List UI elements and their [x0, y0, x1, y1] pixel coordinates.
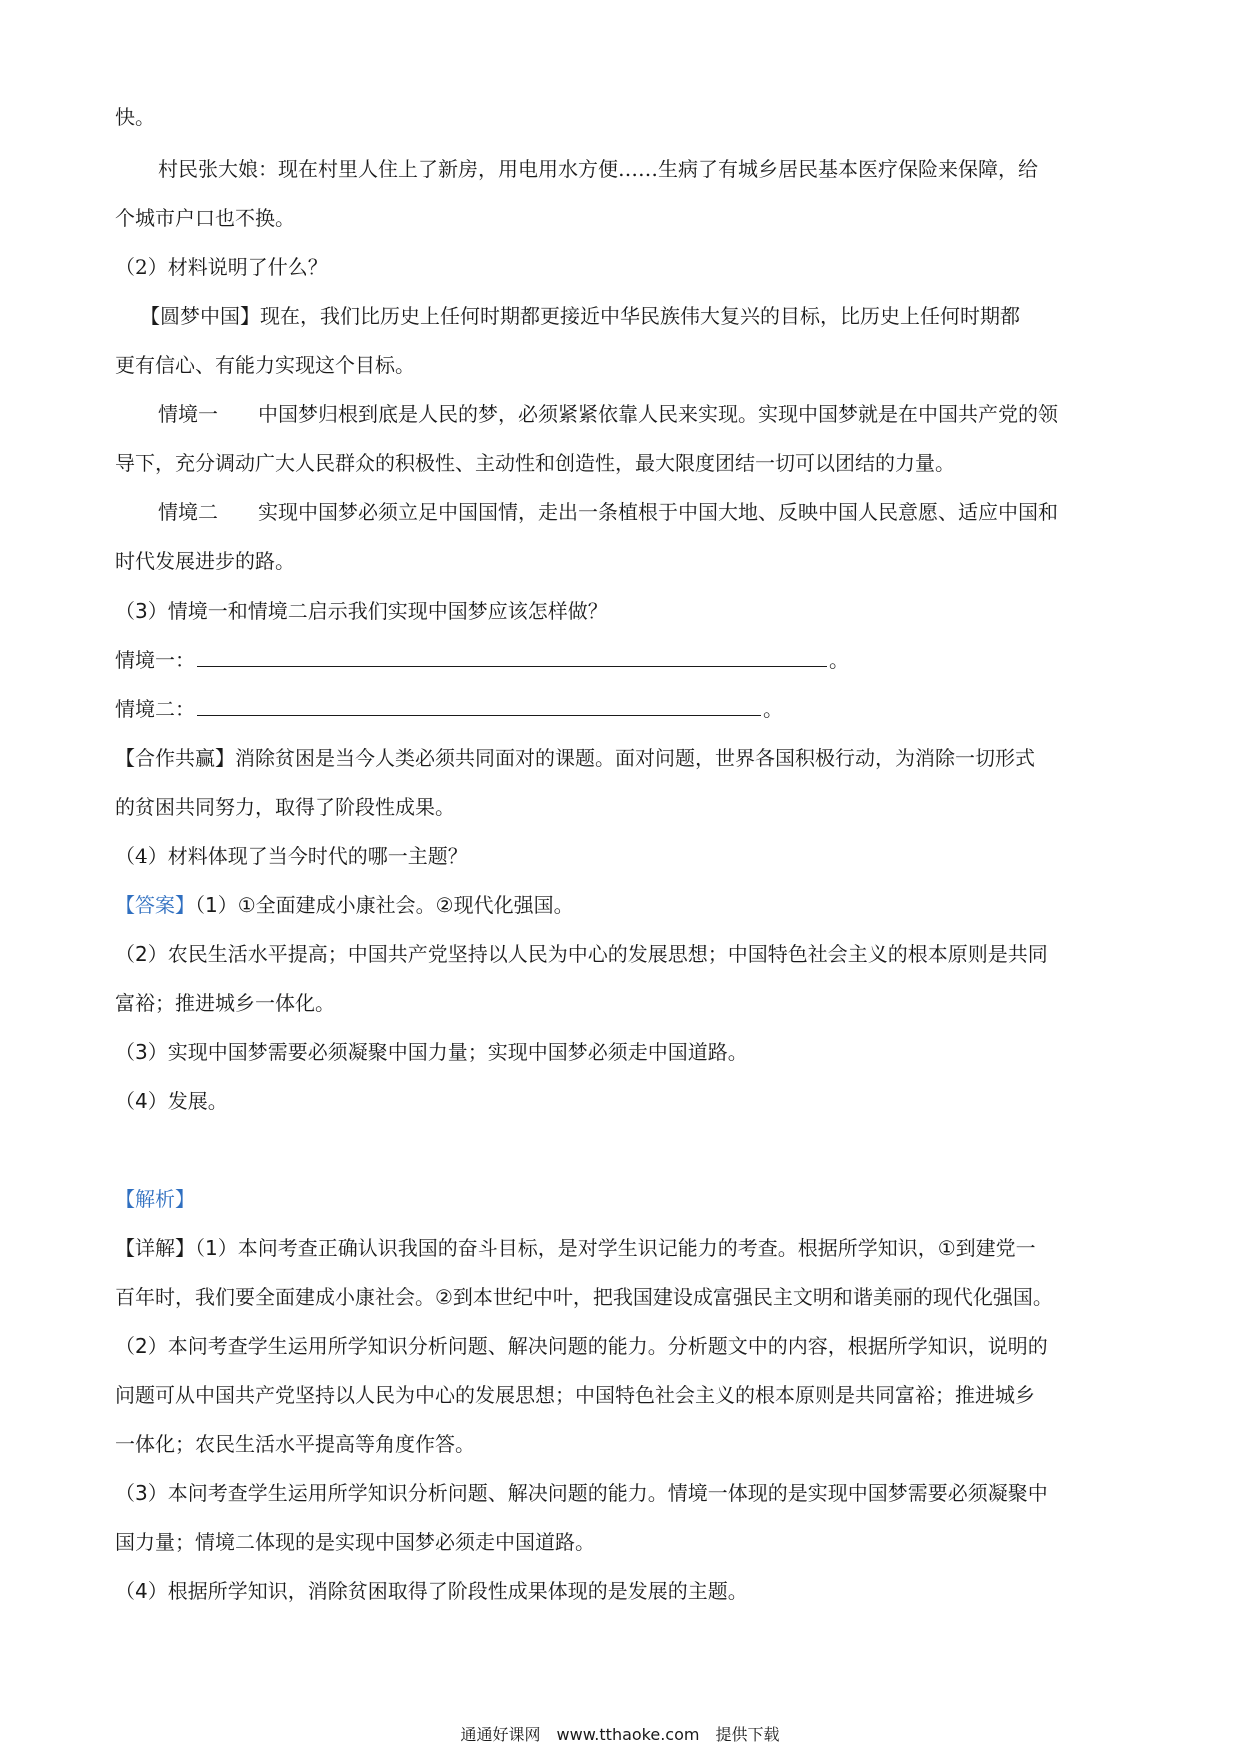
text-line: 【合作共赢】消除贫困是当今人类必须共同面对的课题。面对问题，世界各国积极行动，为消除一切形式 [115, 746, 1035, 770]
answer-tag: 【答案】 [115, 893, 195, 917]
text-line: 情境二 实现中国梦必须立足中国国情，走出一条植根于中国大地、反映中国人民意愿、适应中国和 [158, 500, 1058, 524]
question-3: （3）情境一和情境二启示我们实现中国梦应该怎样做？ [115, 599, 608, 623]
detail-line: 问题可从中国共产党坚持以人民为中心的发展思想；中国特色社会主义的根本原则是共同富裕；推进城乡 [115, 1383, 1035, 1407]
analysis-tag: 【解析】 [115, 1187, 195, 1211]
fill-blank-2 [115, 696, 783, 722]
blank-label: 情境一： [115, 648, 195, 672]
detail-line: 百年时，我们要全面建成小康社会。②到本世纪中叶，把我国建设成富强民主文明和谐美丽的现代化强国。 [115, 1285, 1053, 1309]
detail-text: （1）本问考查正确认识我国的奋斗目标，是对学生识记能力的考查。根据所学知识，①到建党一 [195, 1236, 1036, 1260]
detail-line: 国力量；情境二体现的是实现中国梦必须走中国道路。 [115, 1530, 595, 1554]
answer-line-1 [115, 892, 574, 918]
text-line: 更有信心、有能力实现这个目标。 [115, 353, 415, 377]
question-4: （4）材料体现了当今时代的哪一主题？ [115, 844, 468, 868]
text-line: 的贫困共同努力，取得了阶段性成果。 [115, 795, 455, 819]
detail-line: 一体化；农民生活水平提高等角度作答。 [115, 1432, 475, 1456]
text-line: 个城市户口也不换。 [115, 206, 295, 230]
detail-line: （3）本问考查学生运用所学知识分析问题、解决问题的能力。情境一体现的是实现中国梦需要必须凝聚中 [115, 1481, 1048, 1505]
text-line: 村民张大娘：现在村里人住上了新房，用电用水方便……生病了有城乡居民基本医疗保险来保障，给 [158, 157, 1038, 181]
text-line: 快。 [115, 105, 155, 129]
blank-label: 情境二： [115, 697, 195, 721]
text-line: 【圆梦中国】现在，我们比历史上任何时期都更接近中华民族伟大复兴的目标，比历史上任何时期都 [140, 304, 1020, 328]
text-line: 导下，充分调动广大人民群众的积极性、主动性和创造性，最大限度团结一切可以团结的力量。 [115, 451, 955, 475]
detail-tag: 【详解】 [115, 1236, 195, 1260]
answer-line: （2）农民生活水平提高；中国共产党坚持以人民为中心的发展思想；中国特色社会主义的根本原则是共同 [115, 942, 1048, 966]
answer-line: （4）发展。 [115, 1089, 228, 1113]
fill-blank-1 [115, 647, 849, 673]
detail-line-1 [115, 1235, 1036, 1261]
answer-blank[interactable] [197, 697, 761, 716]
answer-text: （1）①全面建成小康社会。②现代化强国。 [195, 893, 574, 917]
question-2: （2）材料说明了什么？ [115, 255, 328, 279]
text-line: 情境一 中国梦归根到底是人民的梦，必须紧紧依靠人民来实现。实现中国梦就是在中国共产党的领 [158, 402, 1058, 426]
page-footer[interactable]: 通通好课网 www.tthaoke.com 提供下载 [460, 1725, 780, 1744]
text-line: 时代发展进步的路。 [115, 549, 295, 573]
detail-line: （2）本问考查学生运用所学知识分析问题、解决问题的能力。分析题文中的内容，根据所学知识，说明的 [115, 1334, 1048, 1358]
blank-period: 。 [829, 648, 849, 672]
blank-period: 。 [763, 697, 783, 721]
answer-line: 富裕；推进城乡一体化。 [115, 991, 335, 1015]
answer-blank[interactable] [197, 648, 827, 667]
detail-line: （4）根据所学知识，消除贫困取得了阶段性成果体现的是发展的主题。 [115, 1579, 748, 1603]
answer-line: （3）实现中国梦需要必须凝聚中国力量；实现中国梦必须走中国道路。 [115, 1040, 748, 1064]
